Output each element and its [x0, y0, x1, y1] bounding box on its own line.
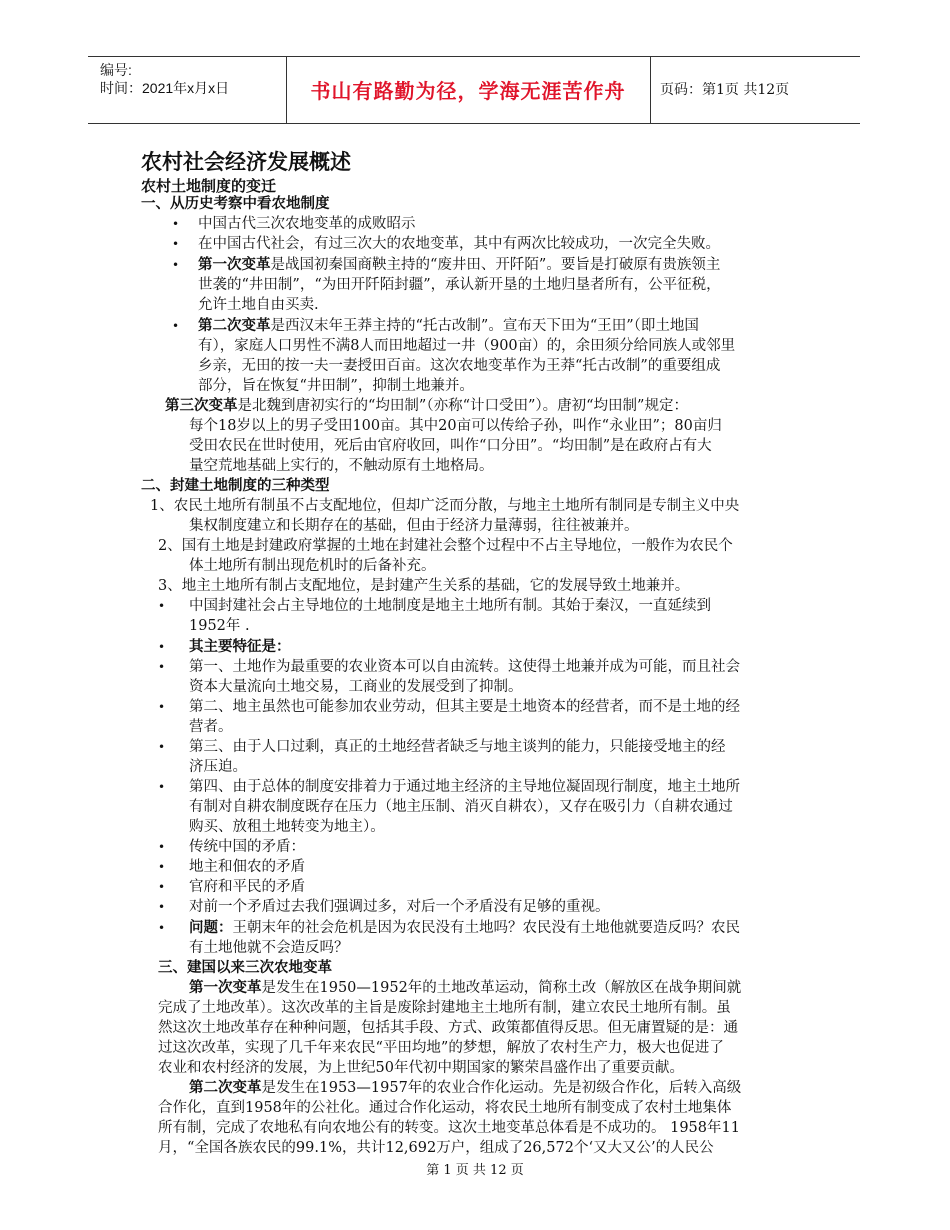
bullet-icon: • [158, 740, 166, 754]
list-item: 对前一个矛盾过去我们强调过多，对后一个矛盾没有足够的重视。 [189, 899, 610, 915]
list-item: 第三、由于人口过剩，真正的土地经营者缺乏与地主谈判的能力，只能接受地主的经 [189, 739, 726, 755]
list-item-line: 有），家庭人口男性不满8人而田地超过一井（900亩）的，余田须分给同族人或邻里 [198, 338, 736, 354]
bullet-icon: • [172, 258, 180, 272]
bullet-icon: • [158, 860, 166, 874]
numbered-item-line: 体土地所有制出现危机时的后备补充。 [189, 558, 436, 574]
list-item: 在中国古代社会，有过三次大的农地变革，其中有两次比较成功，一次完全失败。 [198, 236, 720, 252]
paragraph: 第二次变革是发生在1953—1957年的农业合作化运动。先是初级合作化，后转入高级 [189, 1079, 742, 1096]
emphasis: 第二次变革 [189, 1079, 262, 1096]
numbered-item: 3、地主土地所有制占支配地位，是封建产生关系的基础，它的发展导致土地兼并。 [158, 578, 690, 594]
list-item: 中国封建社会占主导地位的土地制度是地主土地所有制。其始于秦汉，一直延续到 [189, 598, 711, 614]
list-item: 第二、地主虽然也可能参加农业劳动，但其主要是土地资本的经营者，而不是土地的经 [189, 699, 740, 715]
bullet-icon: • [158, 640, 166, 654]
bullet-icon: • [172, 237, 180, 251]
page-footer: 第 1 页 共 12 页 [426, 1163, 524, 1178]
bullet-icon: • [158, 599, 166, 613]
list-item: 问题：王朝末年的社会危机是因为农民没有土地吗？农民没有土地他就要造反吗？农民 [189, 919, 740, 936]
bullet-icon: • [158, 700, 166, 714]
bullet-icon: • [158, 840, 166, 854]
paragraph-line: 农业和农村经济的发展，为上世纪50年代初中期国家的繁荣昌盛作出了重要贡献。 [158, 1060, 684, 1076]
paragraph-line: 过这次改革，实现了几千年来农民“平田均地”的梦想，解放了农村生产力，极大也促进了 [158, 1040, 724, 1056]
emphasis: 第三次变革 [165, 397, 238, 414]
section-2-heading: 二、封建土地制度的三种类型 [141, 477, 330, 494]
list-item: 中国古代三次农地变革的成败昭示 [198, 216, 416, 232]
paragraph-line: 然这次土地改革存在种种问题，包括其手段、方式、政策都值得反思。但无庸置疑的是：通 [158, 1020, 738, 1036]
page-header [88, 56, 860, 124]
emphasis: 问题： [189, 919, 233, 936]
list-item: 地主和佃农的矛盾 [189, 859, 305, 875]
list-item-line: 济压迫。 [189, 759, 247, 775]
list-item: 官府和平民的矛盾 [189, 879, 305, 895]
list-item: 其主要特征是： [189, 638, 291, 655]
list-item-line: 有土地他就不会造反吗？ [189, 940, 349, 956]
document-time-label: 时间：2021年x月x日 [100, 80, 230, 96]
paragraph-line: 月，“全国各族农民的99.1%，共计12,692万户，组成了26,572个‘又大又公’的人民公 [158, 1140, 714, 1156]
section-1-heading: 一、从历史考察中看农地制度 [141, 195, 330, 212]
document-title: 农村社会经济发展概述 [141, 149, 351, 174]
paragraph-line: 合作化，直到1958年的公社化。通过合作化运动，将农民土地所有制变成了农村土地集体 [158, 1100, 732, 1116]
list-item-line: 营者。 [189, 719, 233, 735]
list-item-line: 允许土地自由买卖. [198, 297, 319, 313]
header-meta [100, 61, 229, 97]
bullet-icon: • [158, 880, 166, 894]
header-divider [650, 57, 651, 123]
bullet-icon: • [158, 900, 166, 914]
emphasis: 第一次变革 [189, 979, 262, 996]
bullet-icon: • [172, 217, 180, 231]
document-number-label: 编号: [100, 62, 132, 78]
numbered-item: 1、农民土地所有制虽不占支配地位，但却广泛而分散，与地主土地所有制同是专制主义中央 [150, 498, 740, 514]
list-item: 第四、由于总体的制度安排着力于通过地主经济的主导地位凝固现行制度，地主土地所 [189, 779, 740, 795]
numbered-item: 2、国有土地是封建政府掌握的土地在封建社会整个过程中不占主导地位，一般作为农民个 [158, 538, 733, 554]
paragraph-line: 每个18岁以上的男子受田100亩。其中20亩可以传给子孙，叫作“永业田”；80亩归 [189, 418, 722, 434]
list-item: 第一次变革是战国初秦国商鞅主持的“废井田、开阡陌”。要旨是打破原有贵族领主 [198, 256, 721, 273]
emphasis: 第二次变革 [198, 317, 271, 334]
list-item: 传统中国的矛盾： [189, 839, 305, 855]
document-subtitle: 农村土地制度的变迁 [141, 177, 277, 195]
bullet-icon: • [158, 660, 166, 674]
bullet-icon: • [172, 319, 180, 333]
bullet-icon: • [158, 780, 166, 794]
emphasis: 第一次变革 [198, 256, 271, 273]
list-item-line: 有制对自耕农制度既存在压力（地主压制、消灭自耕农），又存在吸引力（自耕农通过 [189, 799, 733, 815]
paragraph: 第一次变革是发生在1950—1952年的土地改革运动，简称土改（解放区在战争期间就 [189, 979, 742, 996]
paragraph-line: 量空荒地基础上实行的，不触动原有土地格局。 [189, 458, 494, 474]
list-item-line: 部分，旨在恢复“井田制”，抑制土地兼并。 [198, 378, 474, 394]
list-item-line: 资本大量流向土地交易，工商业的发展受到了抑制。 [189, 679, 523, 695]
list-item-line: 世袭的“井田制”，“为田开阡陌封疆”，承认新开垦的土地归垦者所有，公平征税， [198, 277, 721, 293]
numbered-item-line: 集权制度建立和长期存在的基础，但由于经济力量薄弱，往往被兼并。 [189, 518, 639, 534]
list-item: 第一、土地作为最重要的农业资本可以自由流转。这使得土地兼并成为可能，而且社会 [189, 659, 740, 675]
header-motto: 书山有路勤为径，学海无涯苦作舟 [310, 79, 626, 103]
paragraph-line: 受田农民在世时使用，死后由官府收回，叫作“口分田”。“均田制”是在政府占有大 [189, 438, 712, 454]
paragraph: 第三次变革是北魏到唐初实行的“均田制”（亦称“计口受田”）。唐初“均田制”规定： [165, 397, 688, 414]
paragraph-line: 所有制，完成了农地私有向农地公有的转变。这次土地变革总体看是不成功的。 1958年11 [158, 1120, 740, 1136]
list-item-line: 购买、放租土地转变为地主）。 [189, 819, 385, 835]
section-3-heading: 三、建国以来三次农地变革 [158, 959, 332, 976]
paragraph-line: 完成了土地改革）。这次改革的主旨是废除封建地主土地所有制，建立农民土地所有制。虽 [158, 1000, 731, 1016]
list-item: 第二次变革是西汉末年王莽主持的“托古改制”。宣布天下田为“王田”（即土地国 [198, 317, 699, 334]
bullet-icon: • [158, 921, 166, 935]
list-item-line: 乡亲，无田的按一夫一妻授田百亩。这次农地变革作为王莽“托古改制”的重要组成 [198, 358, 721, 374]
header-page-number: 页码：第1页 共12页 [660, 82, 790, 98]
list-item-line: 1952年 . [189, 618, 250, 634]
